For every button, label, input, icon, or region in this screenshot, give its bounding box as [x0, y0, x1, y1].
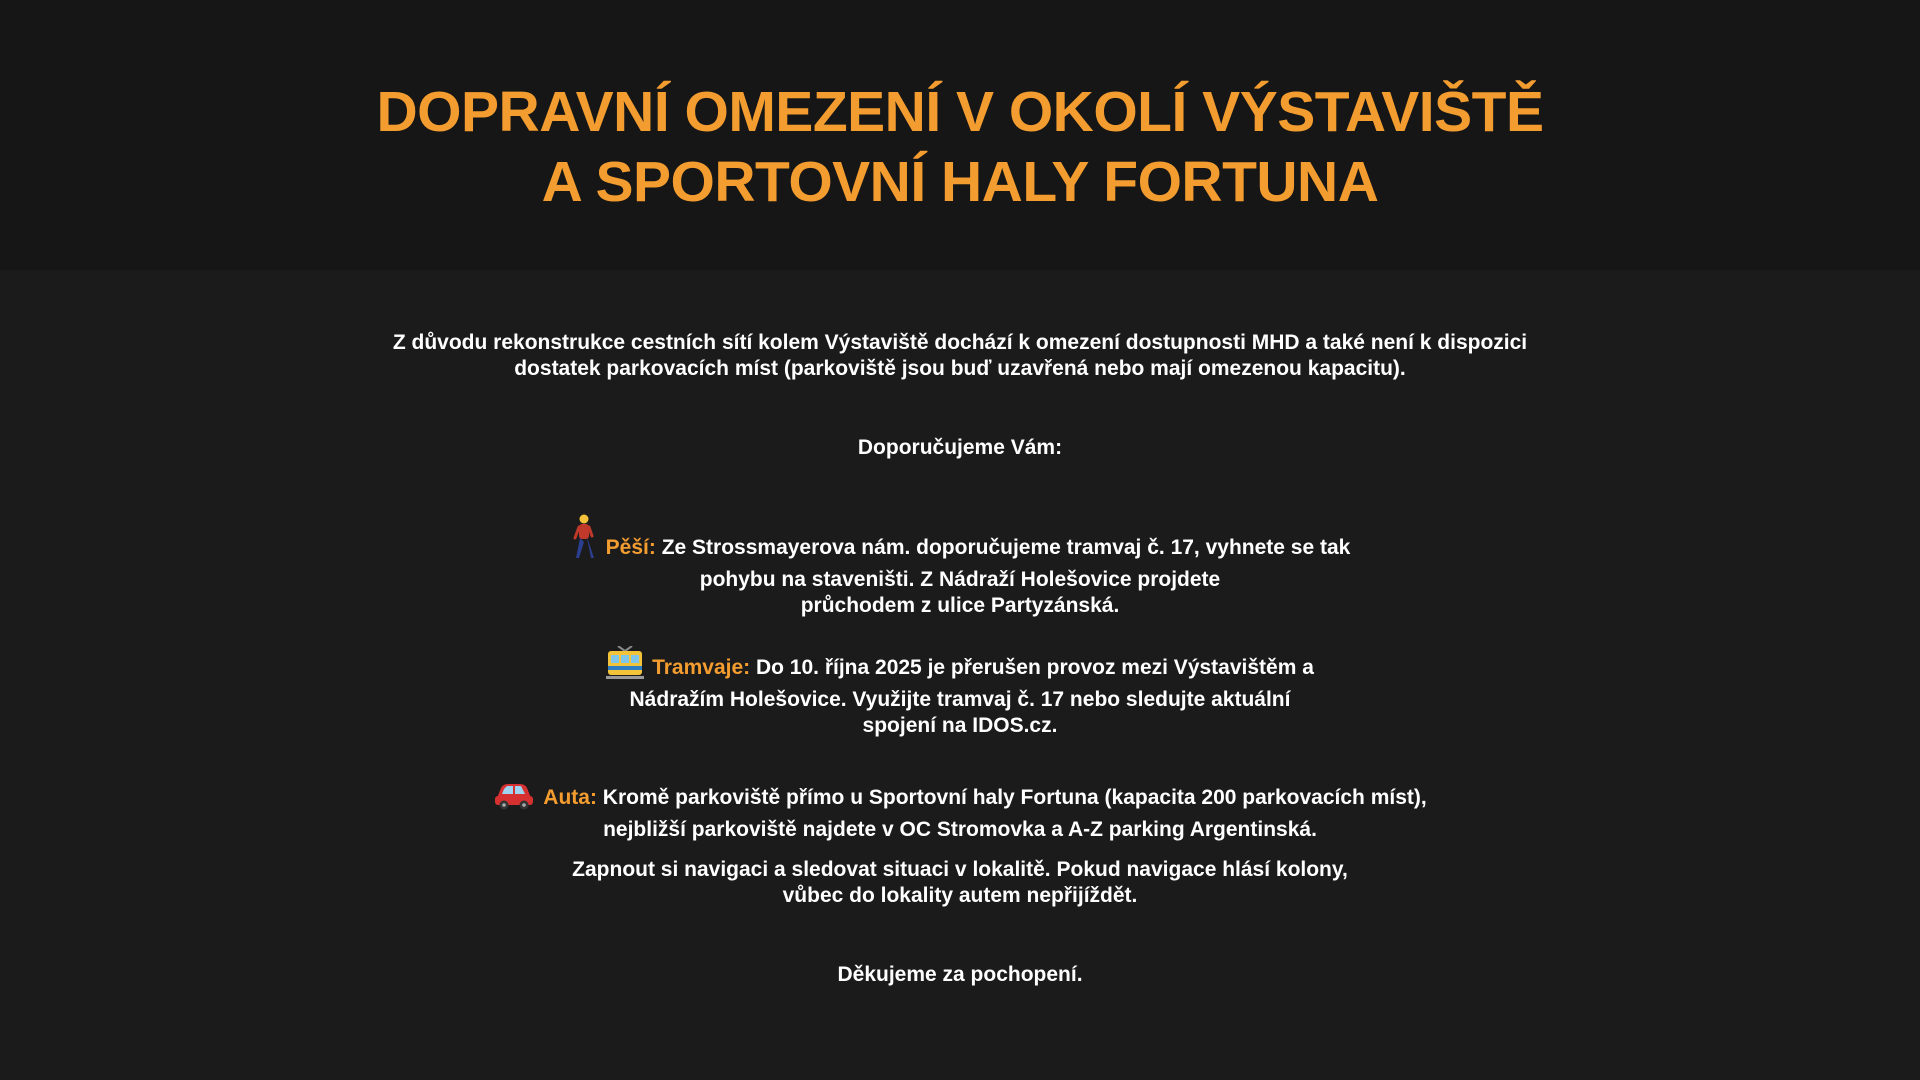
cars-section	[0, 778, 1920, 843]
thanks-text: Děkujeme za pochopení.	[837, 963, 1083, 986]
pedestrian-line-3: průchodem z ulice Partyzánská.	[800, 594, 1120, 617]
car-icon	[493, 778, 535, 817]
navigation-line-1: Zapnout si navigaci a sledovat situaci v lokalitě. Pokud navigace hlásí kolony,	[572, 858, 1348, 881]
thanks-paragraph	[0, 962, 1920, 988]
pedestrian-section	[0, 514, 1920, 619]
page-title-line-1: DOPRAVNÍ OMEZENÍ V OKOLÍ VÝSTAVIŠTĚ	[376, 80, 1544, 144]
trams-line-1: Do 10. října 2025 je přerušen provoz mezi Výstavištěm a	[755, 656, 1314, 679]
cars-label: Auta:	[543, 786, 597, 809]
trams-line-2: Nádražím Holešovice. Využijte tramvaj č. 17 nebo sledujte aktuální	[629, 688, 1291, 711]
tram-icon	[606, 646, 644, 687]
trams-label: Tramvaje:	[652, 656, 751, 679]
cars-line-2: nejbližší parkoviště najdete v OC Stromovka a A-Z parking Argentinská.	[603, 818, 1317, 841]
recommend-text: Doporučujeme Vám:	[857, 436, 1063, 459]
trams-section	[0, 646, 1920, 739]
intro-line-1: Z důvodu rekonstrukce cestních sítí kolem Výstaviště dochází k omezení dostupnosti MHD a také není k dispozici	[392, 331, 1528, 354]
recommend-heading	[0, 435, 1920, 461]
page-title-line-2: A SPORTOVNÍ HALY FORTUNA	[541, 150, 1379, 214]
page-title	[0, 77, 1920, 217]
trams-line-3: spojení na IDOS.cz.	[862, 714, 1058, 737]
intro-line-2: dostatek parkovacích míst (parkoviště jsou buď uzavřená nebo mají omezenou kapacitu).	[514, 357, 1406, 380]
pedestrian-line-2: pohybu na staveništi. Z Nádraží Holešovice projdete	[699, 568, 1221, 591]
person-walking-icon	[570, 514, 598, 567]
pedestrian-label: Pěší:	[605, 536, 656, 559]
header-banner	[0, 0, 1920, 270]
cars-line-1: Kromě parkoviště přímo u Sportovní haly Fortuna (kapacita 200 parkovacích míst),	[602, 786, 1427, 809]
intro-paragraph	[0, 330, 1920, 382]
navigation-paragraph	[0, 857, 1920, 909]
navigation-line-2: vůbec do lokality autem nepřijíždět.	[782, 884, 1138, 907]
pedestrian-line-1: Ze Strossmayerova nám. doporučujeme tramvaj č. 17, vyhnete se tak	[661, 536, 1351, 559]
